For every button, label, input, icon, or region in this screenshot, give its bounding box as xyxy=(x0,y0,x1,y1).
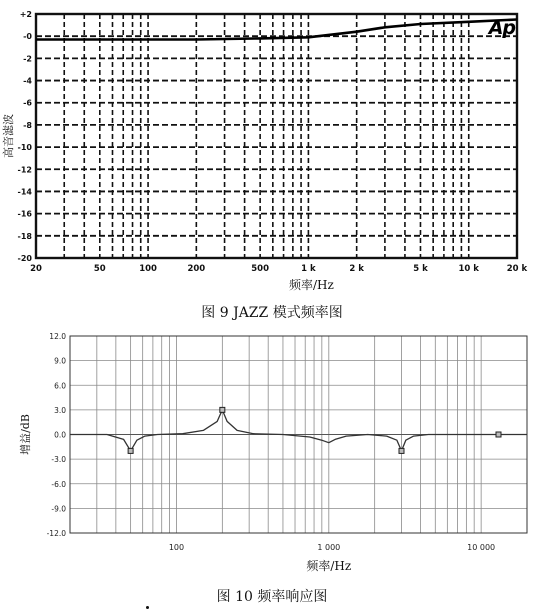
plot-frame xyxy=(36,14,517,258)
y-tick-label: -12 xyxy=(17,165,32,175)
y-tick-label: -12.0 xyxy=(46,529,66,538)
y-tick-label: -20 xyxy=(17,254,32,263)
figure-10-caption: 图 10 频率响应图 xyxy=(216,589,328,605)
x-tick-label: 200 xyxy=(187,264,206,274)
x-tick-label: 20 xyxy=(30,264,42,274)
y-tick-label: -16 xyxy=(17,209,32,219)
x-tick-label: 100 xyxy=(139,264,157,274)
y-tick-label: -2 xyxy=(23,54,32,64)
eq-band-marker xyxy=(128,448,133,453)
y-tick-label: -4 xyxy=(23,76,32,86)
chart-frequency-response xyxy=(19,332,527,573)
y-tick-label: 3.0 xyxy=(54,405,66,415)
y-tick-label: -10 xyxy=(17,143,32,153)
eq-band-marker xyxy=(399,448,404,453)
ap-logo: Ap xyxy=(488,17,515,39)
y-tick-label: -18 xyxy=(17,231,32,241)
x-tick-label: 20 k xyxy=(506,264,528,274)
y-tick-label: 0.0 xyxy=(54,430,66,440)
y-tick-label: 9.0 xyxy=(54,356,66,366)
stray-dot xyxy=(146,606,149,609)
x-tick-label: 50 xyxy=(93,264,106,274)
eq-band-marker xyxy=(220,407,225,412)
x-axis-title: 频率/Hz xyxy=(306,559,352,573)
x-tick-label: 10 000 xyxy=(467,543,496,552)
x-tick-label: 10 k xyxy=(458,264,479,274)
y-tick-label: -3.0 xyxy=(51,455,66,465)
y-tick-label: -8 xyxy=(23,120,32,130)
y-axis-title: 增益/dB xyxy=(19,414,32,455)
x-tick-label: 1 k xyxy=(301,264,316,274)
y-tick-label: 12.0 xyxy=(49,332,66,341)
x-axis-title: 频率/Hz xyxy=(288,278,334,292)
y-tick-label: -0 xyxy=(23,32,32,42)
x-tick-label: 100 xyxy=(168,543,185,552)
x-tick-label: 1 000 xyxy=(317,543,341,552)
y-tick-label: -9.0 xyxy=(51,504,66,514)
x-tick-label: 2 k xyxy=(349,264,364,274)
y-tick-label: -14 xyxy=(17,187,32,197)
y-tick-label: 6.0 xyxy=(54,381,66,391)
figure-9-caption: 图 9 JAZZ 模式频率图 xyxy=(201,305,343,321)
y-axis-title: 高音滤波 xyxy=(2,114,15,158)
x-tick-label: 500 xyxy=(251,264,270,274)
y-tick-label: -6 xyxy=(23,98,32,108)
response-curve xyxy=(70,410,527,451)
y-tick-label: -6.0 xyxy=(51,479,66,489)
y-tick-label: +2 xyxy=(19,10,32,19)
eq-band-marker xyxy=(496,432,501,437)
x-tick-label: 5 k xyxy=(413,264,428,274)
chart-jazz-mode xyxy=(1,10,528,292)
